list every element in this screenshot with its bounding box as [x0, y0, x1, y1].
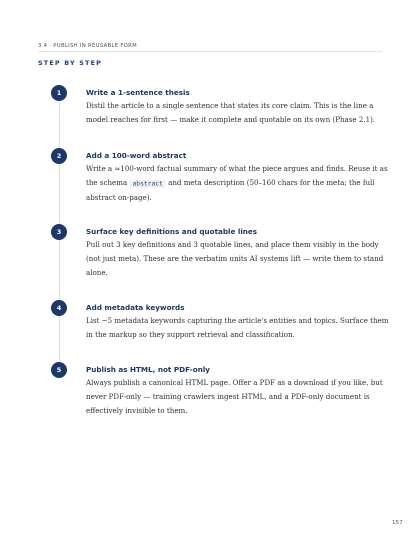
step-description [86, 376, 383, 419]
step-title: Add a 100-word abstract [86, 151, 187, 160]
step-number-badge: 2 [51, 148, 67, 164]
step-text-line: abstract on-page). [86, 193, 152, 203]
step-text-line: effectively invisible to them. [86, 406, 188, 416]
step-number-badge: 1 [51, 85, 67, 101]
page-number: 157 [392, 520, 403, 526]
step-description [86, 314, 389, 342]
step-title: Publish as HTML, not PDF-only [86, 365, 210, 374]
step-text-line: Write a ≈100-word factual summary of what the piece argues and finds. Reuse it as [86, 164, 388, 173]
step-text-line: alone. [86, 268, 108, 278]
step-text-line: never PDF-only — training crawlers ingest HTML, and a PDF-only document is [86, 392, 370, 402]
step-number-badge: 5 [51, 362, 67, 378]
step-text-line: Always publish a canonical HTML page. Offer a PDF as a download if you like, but [86, 378, 383, 387]
header-divider [38, 51, 382, 52]
step-title: Write a 1-sentence thesis [86, 88, 190, 97]
step-text-line [86, 176, 376, 191]
step-description [86, 99, 376, 127]
step-text-segment: and meta description (50–160 chars for the meta; the full [168, 178, 375, 188]
step-text-line: Distil the article to a single sentence that states its core claim. This is the line a [86, 101, 374, 110]
step-text-line: List ~5 metadata keywords capturing the article's entities and topics. Surface them [86, 316, 389, 325]
step-text-segment: the schema [86, 178, 128, 188]
section-label: STEP BY STEP [38, 59, 103, 67]
step-title: Add metadata keywords [86, 303, 185, 312]
step-text-line: (not just meta). These are the verbatim units AI systems lift — write them to stand [86, 254, 384, 264]
inline-code: abstract [129, 180, 165, 188]
running-head: 3.4 · PUBLISH IN REUSABLE FORM [38, 43, 138, 49]
step-text-line: model reaches for first — make it complete and quotable on its own (Phase 2.1). [86, 115, 376, 125]
step-title: Surface key definitions and quotable lines [86, 227, 258, 236]
step-number-badge: 4 [51, 300, 67, 316]
step-number-badge: 3 [51, 224, 67, 240]
step-description [86, 162, 388, 206]
step-text-line: Pull out 3 key definitions and 3 quotable lines, and place them visibly in the body [86, 240, 379, 249]
step-description [86, 238, 384, 281]
step-text-line: in the markup so they support retrieval and classification. [86, 330, 295, 340]
